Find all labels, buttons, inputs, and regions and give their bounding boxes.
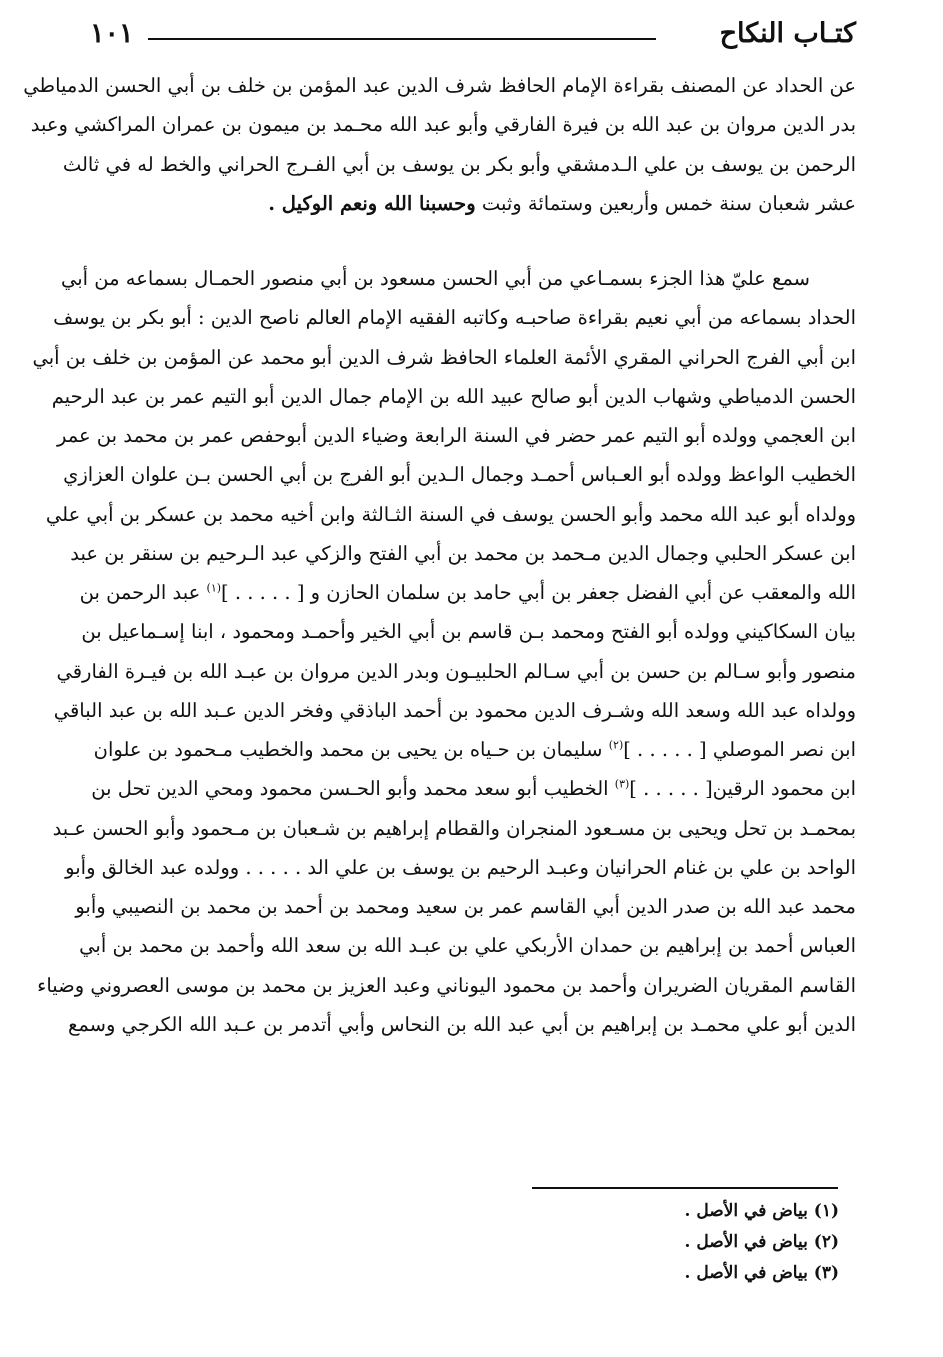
text-line: بدر الدين مروان بن عبد الله بن فيرة الفارقي وأبو عبد الله محـمد بن ميمون بن عمران المراكشي وعبد xyxy=(30,113,856,137)
text-line: الدين أبو علي محمـد بن إبراهيم بن أبي عبد الله بن النحاس وأبي أتدمر بن عـبد الله الكرجي وسمع xyxy=(67,1012,856,1036)
text-line: ابن عسكر الحلبي وجمال الدين مـحمد بن محمد بن أبي الفتح والزكي عبد الـرحيم بن سنقر بن عبد xyxy=(70,541,856,565)
text-line: الواحد بن علي بن غنام الحرانيان وعبـد الرحيم بن يوسف بن علي الد . . . . . وولده عبد الخالق وأبو xyxy=(65,855,856,879)
text-line: عن الحداد عن المصنف بقراءة الإمام الحافظ شرف الدين عبد المؤمن بن خلف بن أبي الحسن الدمياطي xyxy=(23,74,856,97)
footnote-ref[interactable]: (٣) xyxy=(614,777,630,791)
footnote-ref[interactable]: (١) xyxy=(206,581,222,595)
page-number: ١٠١ xyxy=(90,18,134,49)
text-line: بيان السكاكيني وولده أبو الفتح ومحمد بـن قاسم بن أبي الخير وأحمـد ومحمود ، ابنا إسـماعيل بن xyxy=(81,620,856,644)
text-segment: ابن نصر الموصلي [ . . . . . ] xyxy=(623,738,856,761)
main-text xyxy=(23,66,856,1044)
text-line: الحداد بسماعه من أبي نعيم بقراءة صاحبـه وكاتبه الفقيه الإمام العالم ناصح الدين : أبو بكر بن يوسف xyxy=(53,306,856,330)
text-line: سمع عليّ هذا الجزء بسمـاعي من أبي الحسن مسعود بن أبي منصور الحمـال بسماعه من أبي xyxy=(61,267,810,290)
text-segment: ابن محمود الرقين[ . . . . . ] xyxy=(629,777,856,801)
text-line: وولداه عبد الله وسعد الله وشـرف الدين محمود بن أحمد الباذقي وفخر الدين عـبد الله بن عبد الباقي xyxy=(53,698,856,722)
text-segment: عبد الرحمن بن xyxy=(79,581,207,604)
page-header xyxy=(90,14,856,54)
text-line: الحسن الدمياطي وشهاب الدين أبو صالح عبيد الله بن الإمام جمال الدين أبو التيم عمر بن عبد الرحيم xyxy=(51,384,856,408)
text-line: بمحمـد بن تحل ويحيى بن مسـعود المنجران والقطام إبراهيم بن شـعبان بن مـحمود وأبو الحسن عـبد xyxy=(52,816,856,840)
text-line xyxy=(94,184,856,223)
text-line: الخطيب الواعظ وولده أبو العـباس أحمـد وجمال الـدين أبو الفرج بن أبي الحسن بـن علوان العزازي xyxy=(63,463,856,487)
footnote-item: (٢) بياض في الأصل . xyxy=(684,1232,839,1252)
text-line xyxy=(94,730,856,769)
text-line: القاسم المقريان الضريران وأحمد بن محمود اليوناني وعبد العزيز بن محمد بن موسى العصروني وضياء xyxy=(37,973,856,997)
text-line: محمد عبد الله بن صدر الدين أبي القاسم عمر بن سعيد ومحمد بن أحمد بن محمد بن النصيبي وأبو xyxy=(75,895,856,918)
text-line xyxy=(79,573,856,612)
text-line: ابن العجمي وولده أبو التيم عمر حضر في السنة الرابعة وضياء الدين أبوحفص عمر بن محمد بن عمر xyxy=(56,424,856,447)
text-line: منصور وأبو سـالم بن حسن بن أبي سـالم الحلبيـون وبدر الدين مروان بن عبـد الله بن فيـرة الفارقي xyxy=(56,659,856,683)
paragraph-gap xyxy=(94,223,856,259)
footnotes xyxy=(519,1196,839,1289)
text-segment: الله والمعقب عن أبي الفضل جعفر بن أبي حامد بن سلمان الحازن و [ . . . . . ] xyxy=(221,581,856,604)
footnote-ref[interactable]: (٢) xyxy=(608,738,624,752)
footnote-rule xyxy=(532,1187,838,1189)
text-segment: عشر شعبان سنة خمس وأربعين وستمائة وثبت xyxy=(475,191,856,215)
footnote-item: (٣) بياض في الأصل . xyxy=(684,1263,839,1283)
text-line: وولداه أبو عبد الله محمد وأبو الحسن يوسف في السنة الثـالثة وابن أخيه محمد بن عسكر بن أبي علي xyxy=(45,502,856,526)
text-line: العباس أحمد بن إبراهيم بن حمدان الأربكي علي بن عبـد الله بن سعد الله وأحمد بن محمد بن أبي xyxy=(79,934,856,958)
text-line: ابن أبي الفرج الحراني المقري الأئمة العلماء الحافظ شرف الدين أبو محمد عن المؤمن بن خلف بن أبي xyxy=(32,345,856,369)
footnote-item: (١) بياض في الأصل . xyxy=(684,1201,839,1221)
header-rule xyxy=(148,38,656,40)
text-segment: سليمان بن حـياه بن يحيى بن محمد والخطيب مـحمود بن علوان xyxy=(93,738,609,761)
text-segment: الخطيب أبو سعد محمد وأبو الحـسن محمود ومحي الدين تحل بن xyxy=(91,777,615,801)
running-title: كتـاب النكاح xyxy=(719,18,856,49)
text-line: الرحمن بن يوسف بن علي الـدمشقي وأبو بكر بن يوسف بن أبي الفـرج الحراني والخط له في ثالث xyxy=(62,152,856,176)
closing-formula: وحسبنا الله ونعم الوكيل . xyxy=(268,191,476,215)
text-line xyxy=(91,769,856,808)
